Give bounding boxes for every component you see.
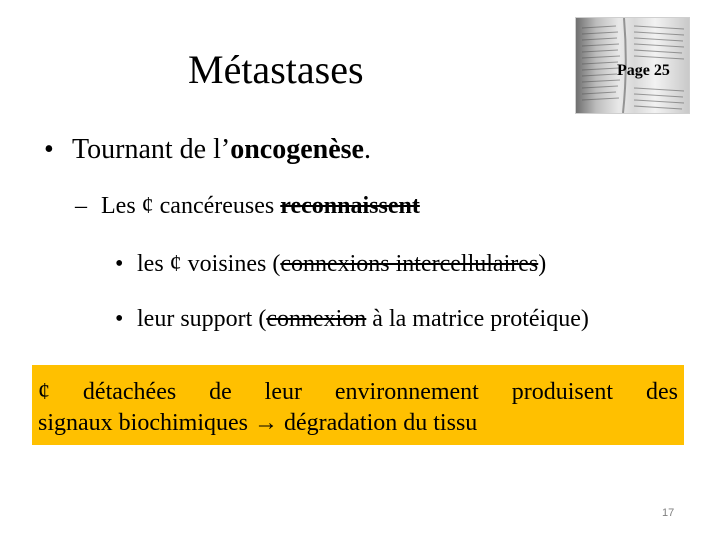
- callout-line-1: ¢ détachées de leur environnement produisent des: [38, 379, 678, 405]
- bullet-level2: [75, 190, 420, 222]
- struck-term: connexions intercellulaires: [280, 251, 539, 277]
- struck-term: connexion: [266, 306, 367, 332]
- bullet-marker: •: [115, 306, 124, 332]
- struck-term: reconnaissent: [280, 193, 420, 219]
- callout-box: [32, 365, 684, 445]
- bullet-marker: •: [115, 251, 124, 277]
- bullet-level3-voisines: [115, 248, 546, 280]
- bullet-text: Les ¢ cancéreuses: [101, 193, 281, 219]
- page-reference: Page 25: [617, 62, 670, 79]
- bullet-bold-term: oncogenèse: [230, 134, 364, 165]
- bullet-text-end: ): [538, 251, 547, 277]
- bullet-text-end: .: [363, 134, 371, 165]
- bullet-text: les ¢ voisines (: [137, 251, 281, 277]
- callout-line-2: signaux biochimiques → dégradation du tissu: [38, 410, 478, 436]
- bullet-level1: [44, 132, 371, 168]
- slide-title: Métastases: [188, 47, 364, 92]
- bullet-text: Tournant de l’: [72, 134, 231, 165]
- slide-number: 17: [662, 507, 675, 519]
- bullet-level3-support: [115, 303, 589, 335]
- bullet-text-end: à la matrice protéique): [366, 306, 589, 332]
- bullet-text: leur support (: [137, 306, 267, 332]
- bullet-marker: •: [44, 134, 54, 165]
- dash-marker: –: [75, 193, 87, 219]
